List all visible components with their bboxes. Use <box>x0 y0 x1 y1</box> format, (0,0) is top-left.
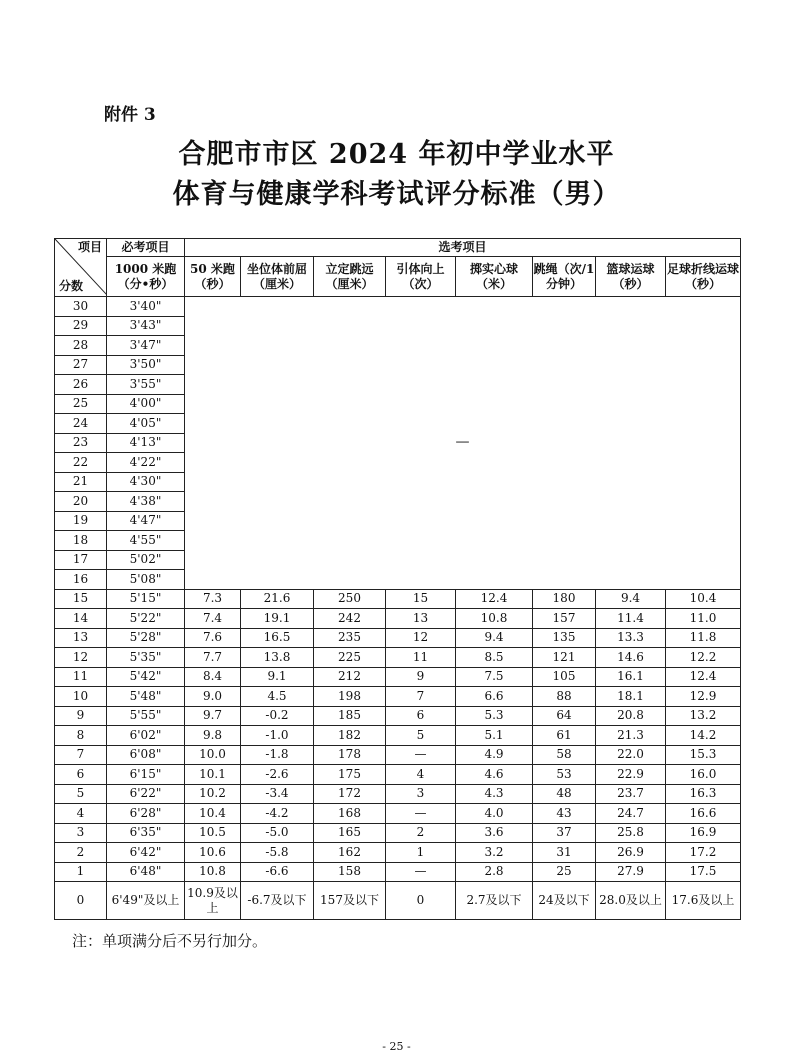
score-cell: 25 <box>55 394 107 414</box>
sit-reach-cell: -0.2 <box>241 706 314 726</box>
pull-up-cell: — <box>386 862 456 882</box>
title-line-1: 合肥市市区 2024 年初中学业水平 <box>178 139 615 170</box>
run-1000m-cell: 6'49"及以上 <box>107 882 185 920</box>
sit-reach-cell: 9.1 <box>241 667 314 687</box>
basketball-cell: 16.1 <box>596 667 666 687</box>
table-row <box>55 297 741 317</box>
football-cell: 14.2 <box>666 726 741 746</box>
run-1000m-cell: 6'08" <box>107 745 185 765</box>
col-header-basketball: 篮球运球（秒） <box>596 257 666 297</box>
col-header-rope-skip: 跳绳（次/1 分钟） <box>533 257 596 297</box>
footnote: 注：单项满分后不另行加分。 <box>72 932 268 950</box>
football-cell: 17.6及以上 <box>666 882 741 920</box>
long-jump-cell: 182 <box>314 726 386 746</box>
basketball-cell: 26.9 <box>596 843 666 863</box>
run-50m-cell: 10.4 <box>185 804 241 824</box>
score-cell: 19 <box>55 511 107 531</box>
football-cell: 11.0 <box>666 609 741 629</box>
basketball-cell: 21.3 <box>596 726 666 746</box>
run-1000m-cell: 4'38" <box>107 492 185 512</box>
score-cell: 17 <box>55 550 107 570</box>
sit-reach-cell: -3.4 <box>241 784 314 804</box>
basketball-cell: 14.6 <box>596 648 666 668</box>
shot-put-cell: 2.8 <box>456 862 533 882</box>
required-items-header: 必考项目 <box>107 239 185 257</box>
run-1000m-cell: 3'40" <box>107 297 185 317</box>
score-cell: 8 <box>55 726 107 746</box>
table-row <box>55 609 741 629</box>
rope-skip-cell: 31 <box>533 843 596 863</box>
table-row <box>55 745 741 765</box>
run-1000m-cell: 5'55" <box>107 706 185 726</box>
run-50m-cell: 8.4 <box>185 667 241 687</box>
shot-put-cell: 4.6 <box>456 765 533 785</box>
pull-up-cell: 15 <box>386 589 456 609</box>
run-1000m-cell: 5'08" <box>107 570 185 590</box>
long-jump-cell: 250 <box>314 589 386 609</box>
score-cell: 5 <box>55 784 107 804</box>
table-row <box>55 882 741 920</box>
long-jump-cell: 168 <box>314 804 386 824</box>
run-50m-cell: 7.4 <box>185 609 241 629</box>
rope-skip-cell: 43 <box>533 804 596 824</box>
shot-put-cell: 4.9 <box>456 745 533 765</box>
run-1000m-cell: 5'35" <box>107 648 185 668</box>
football-cell: 13.2 <box>666 706 741 726</box>
long-jump-cell: 225 <box>314 648 386 668</box>
run-50m-cell: 10.1 <box>185 765 241 785</box>
run-1000m-cell: 6'42" <box>107 843 185 863</box>
col-header-football: 足球折线运球（秒） <box>666 257 741 297</box>
basketball-cell: 24.7 <box>596 804 666 824</box>
run-1000m-cell: 3'50" <box>107 355 185 375</box>
run-50m-cell: 7.7 <box>185 648 241 668</box>
rope-skip-cell: 53 <box>533 765 596 785</box>
run-50m-cell: 9.8 <box>185 726 241 746</box>
run-1000m-cell: 3'55" <box>107 375 185 395</box>
sit-reach-cell: -1.0 <box>241 726 314 746</box>
shot-put-cell: 12.4 <box>456 589 533 609</box>
score-cell: 15 <box>55 589 107 609</box>
score-cell: 21 <box>55 472 107 492</box>
football-cell: 12.9 <box>666 687 741 707</box>
table-row <box>55 706 741 726</box>
table-row <box>55 687 741 707</box>
run-1000m-cell: 5'42" <box>107 667 185 687</box>
pull-up-cell: 1 <box>386 843 456 863</box>
run-1000m-cell: 6'28" <box>107 804 185 824</box>
pull-up-cell: 0 <box>386 882 456 920</box>
pull-up-cell: 12 <box>386 628 456 648</box>
rope-skip-cell: 105 <box>533 667 596 687</box>
shot-put-cell: 5.1 <box>456 726 533 746</box>
col-header-long-jump: 立定跳远（厘米） <box>314 257 386 297</box>
title-line-2: 体育与健康学科考试评分标准（男） <box>172 179 621 210</box>
pull-up-cell: 13 <box>386 609 456 629</box>
long-jump-cell: 198 <box>314 687 386 707</box>
score-cell: 11 <box>55 667 107 687</box>
run-1000m-cell: 4'55" <box>107 531 185 551</box>
basketball-cell: 22.0 <box>596 745 666 765</box>
col-header-shot-put: 掷实心球（米） <box>456 257 533 297</box>
score-cell: 1 <box>55 862 107 882</box>
shot-put-cell: 4.0 <box>456 804 533 824</box>
rope-skip-cell: 37 <box>533 823 596 843</box>
long-jump-cell: 158 <box>314 862 386 882</box>
scoring-table <box>54 238 741 920</box>
basketball-cell: 18.1 <box>596 687 666 707</box>
run-1000m-cell: 6'48" <box>107 862 185 882</box>
optional-items-header: 选考项目 <box>185 239 741 257</box>
table-row <box>55 667 741 687</box>
score-cell: 13 <box>55 628 107 648</box>
long-jump-cell: 157及以下 <box>314 882 386 920</box>
sit-reach-cell: -5.8 <box>241 843 314 863</box>
long-jump-cell: 172 <box>314 784 386 804</box>
col-header-sit-reach: 坐位体前屈（厘米） <box>241 257 314 297</box>
table-row <box>55 804 741 824</box>
basketball-cell: 11.4 <box>596 609 666 629</box>
table-row <box>55 784 741 804</box>
corner-score-label: 分数 <box>59 279 84 293</box>
sit-reach-cell: -1.8 <box>241 745 314 765</box>
score-cell: 3 <box>55 823 107 843</box>
score-cell: 2 <box>55 843 107 863</box>
score-cell: 18 <box>55 531 107 551</box>
shot-put-cell: 3.2 <box>456 843 533 863</box>
football-cell: 16.6 <box>666 804 741 824</box>
run-1000m-cell: 6'35" <box>107 823 185 843</box>
basketball-cell: 22.9 <box>596 765 666 785</box>
shot-put-cell: 5.3 <box>456 706 533 726</box>
run-1000m-cell: 5'48" <box>107 687 185 707</box>
shot-put-cell: 9.4 <box>456 628 533 648</box>
sit-reach-cell: -6.6 <box>241 862 314 882</box>
sit-reach-cell: 16.5 <box>241 628 314 648</box>
run-50m-cell: 9.7 <box>185 706 241 726</box>
table-row <box>55 862 741 882</box>
run-1000m-cell: 4'05" <box>107 414 185 434</box>
score-cell: 22 <box>55 453 107 473</box>
rope-skip-cell: 121 <box>533 648 596 668</box>
score-cell: 26 <box>55 375 107 395</box>
football-cell: 17.2 <box>666 843 741 863</box>
run-50m-cell: 10.5 <box>185 823 241 843</box>
pull-up-cell: 4 <box>386 765 456 785</box>
sit-reach-cell: -2.6 <box>241 765 314 785</box>
table-row <box>55 648 741 668</box>
attachment-label: 附件 3 <box>104 105 156 125</box>
score-cell: 23 <box>55 433 107 453</box>
run-50m-cell: 10.2 <box>185 784 241 804</box>
score-cell: 0 <box>55 882 107 920</box>
football-cell: 12.4 <box>666 667 741 687</box>
pull-up-cell: — <box>386 804 456 824</box>
score-cell: 27 <box>55 355 107 375</box>
rope-skip-cell: 135 <box>533 628 596 648</box>
pull-up-cell: — <box>386 745 456 765</box>
pull-up-cell: 7 <box>386 687 456 707</box>
run-1000m-cell: 4'30" <box>107 472 185 492</box>
table-row <box>55 726 741 746</box>
long-jump-cell: 162 <box>314 843 386 863</box>
run-1000m-cell: 4'47" <box>107 511 185 531</box>
shot-put-cell: 2.7及以下 <box>456 882 533 920</box>
score-cell: 16 <box>55 570 107 590</box>
table-row <box>55 843 741 863</box>
sit-reach-cell: -6.7及以下 <box>241 882 314 920</box>
run-1000m-cell: 4'00" <box>107 394 185 414</box>
football-cell: 16.3 <box>666 784 741 804</box>
football-cell: 10.4 <box>666 589 741 609</box>
shot-put-cell: 7.5 <box>456 667 533 687</box>
long-jump-cell: 235 <box>314 628 386 648</box>
basketball-cell: 27.9 <box>596 862 666 882</box>
long-jump-cell: 212 <box>314 667 386 687</box>
rope-skip-cell: 157 <box>533 609 596 629</box>
run-50m-cell: 10.6 <box>185 843 241 863</box>
col-header-1000m: 1000 米跑（分•秒） <box>107 257 185 297</box>
score-cell: 7 <box>55 745 107 765</box>
rope-skip-cell: 61 <box>533 726 596 746</box>
score-cell: 14 <box>55 609 107 629</box>
pull-up-cell: 9 <box>386 667 456 687</box>
football-cell: 11.8 <box>666 628 741 648</box>
page-number: - 25 - <box>382 1040 411 1053</box>
corner-header-cell <box>55 239 107 297</box>
long-jump-cell: 175 <box>314 765 386 785</box>
run-1000m-cell: 5'15" <box>107 589 185 609</box>
pull-up-cell: 2 <box>386 823 456 843</box>
long-jump-cell: 185 <box>314 706 386 726</box>
score-cell: 28 <box>55 336 107 356</box>
col-header-50m: 50 米跑（秒） <box>185 257 241 297</box>
rope-skip-cell: 24及以下 <box>533 882 596 920</box>
football-cell: 16.0 <box>666 765 741 785</box>
run-1000m-cell: 3'43" <box>107 316 185 336</box>
rope-skip-cell: 25 <box>533 862 596 882</box>
football-cell: 15.3 <box>666 745 741 765</box>
shot-put-cell: 8.5 <box>456 648 533 668</box>
run-1000m-cell: 4'22" <box>107 453 185 473</box>
shot-put-cell: 3.6 <box>456 823 533 843</box>
basketball-cell: 20.8 <box>596 706 666 726</box>
score-cell: 20 <box>55 492 107 512</box>
basketball-cell: 28.0及以上 <box>596 882 666 920</box>
rope-skip-cell: 180 <box>533 589 596 609</box>
long-jump-cell: 242 <box>314 609 386 629</box>
table-row <box>55 628 741 648</box>
rope-skip-cell: 48 <box>533 784 596 804</box>
basketball-cell: 9.4 <box>596 589 666 609</box>
table-row <box>55 765 741 785</box>
pull-up-cell: 11 <box>386 648 456 668</box>
run-1000m-cell: 5'28" <box>107 628 185 648</box>
col-header-pull-up: 引体向上（次） <box>386 257 456 297</box>
table-row <box>55 823 741 843</box>
score-cell: 4 <box>55 804 107 824</box>
sit-reach-cell: 13.8 <box>241 648 314 668</box>
run-1000m-cell: 6'02" <box>107 726 185 746</box>
long-jump-cell: 165 <box>314 823 386 843</box>
corner-item-label: 项目 <box>77 240 102 254</box>
sit-reach-cell: -5.0 <box>241 823 314 843</box>
score-cell: 12 <box>55 648 107 668</box>
football-cell: 12.2 <box>666 648 741 668</box>
merged-not-applicable-cell: — <box>185 297 741 590</box>
shot-put-cell: 10.8 <box>456 609 533 629</box>
sit-reach-cell: 21.6 <box>241 589 314 609</box>
run-1000m-cell: 4'13" <box>107 433 185 453</box>
sit-reach-cell: 19.1 <box>241 609 314 629</box>
run-1000m-cell: 6'22" <box>107 784 185 804</box>
table-row <box>55 589 741 609</box>
run-1000m-cell: 6'15" <box>107 765 185 785</box>
run-1000m-cell: 5'02" <box>107 550 185 570</box>
score-cell: 29 <box>55 316 107 336</box>
pull-up-cell: 5 <box>386 726 456 746</box>
shot-put-cell: 4.3 <box>456 784 533 804</box>
score-cell: 6 <box>55 765 107 785</box>
sit-reach-cell: 4.5 <box>241 687 314 707</box>
long-jump-cell: 178 <box>314 745 386 765</box>
run-50m-cell: 7.6 <box>185 628 241 648</box>
score-cell: 9 <box>55 706 107 726</box>
basketball-cell: 23.7 <box>596 784 666 804</box>
football-cell: 17.5 <box>666 862 741 882</box>
pull-up-cell: 6 <box>386 706 456 726</box>
pull-up-cell: 3 <box>386 784 456 804</box>
rope-skip-cell: 58 <box>533 745 596 765</box>
run-50m-cell: 10.8 <box>185 862 241 882</box>
run-1000m-cell: 3'47" <box>107 336 185 356</box>
run-1000m-cell: 5'22" <box>107 609 185 629</box>
rope-skip-cell: 64 <box>533 706 596 726</box>
run-50m-cell: 10.9及以上 <box>185 882 241 920</box>
run-50m-cell: 7.3 <box>185 589 241 609</box>
basketball-cell: 13.3 <box>596 628 666 648</box>
score-cell: 30 <box>55 297 107 317</box>
run-50m-cell: 10.0 <box>185 745 241 765</box>
score-cell: 24 <box>55 414 107 434</box>
football-cell: 16.9 <box>666 823 741 843</box>
score-cell: 10 <box>55 687 107 707</box>
shot-put-cell: 6.6 <box>456 687 533 707</box>
basketball-cell: 25.8 <box>596 823 666 843</box>
sit-reach-cell: -4.2 <box>241 804 314 824</box>
run-50m-cell: 9.0 <box>185 687 241 707</box>
rope-skip-cell: 88 <box>533 687 596 707</box>
